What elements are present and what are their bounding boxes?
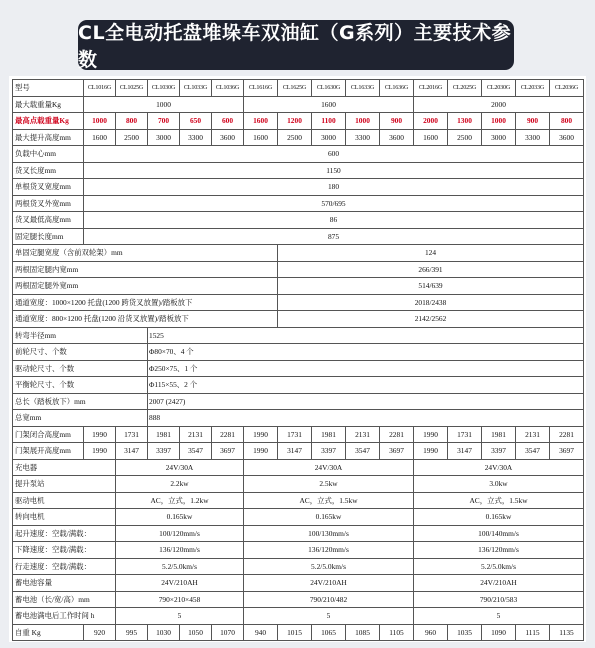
spec-value: 1030	[148, 624, 180, 641]
row-label-fork-length: 货叉长度mm	[13, 162, 84, 179]
spec-value: Φ250×75、1 个	[148, 360, 584, 377]
row-label-aisle-800: 通道宽度：800×1200 托盘(1200 沿货叉放置)/踏板放下	[13, 311, 278, 328]
spec-row-max-height	[13, 129, 584, 146]
spec-value: 2007 (2427)	[148, 393, 584, 410]
spec-value: AC，立式，1.5kw	[414, 492, 584, 509]
spec-value: 2500	[278, 129, 312, 146]
row-label-load-center: 负载中心mm	[13, 146, 84, 163]
spec-value: 920	[84, 624, 116, 641]
spec-value: 2281	[550, 426, 584, 443]
spec-row-leg-width	[13, 245, 584, 262]
spec-value: 3000	[312, 129, 346, 146]
spec-value: 1981	[482, 426, 516, 443]
row-label-legs-outer: 两根固定腿外宽mm	[13, 278, 278, 295]
spec-value: 124	[278, 245, 584, 262]
row-label-weight: 自重 Kg	[13, 624, 84, 641]
spec-value: 3.0kw	[414, 476, 584, 493]
spec-value: 1600	[244, 129, 278, 146]
spec-value: 2018/2438	[278, 294, 584, 311]
spec-value: 2500	[448, 129, 482, 146]
spec-value: 5	[244, 608, 414, 625]
spec-value: 3000	[148, 129, 180, 146]
spec-row-work-time	[13, 608, 584, 625]
spec-value: 136/120mm/s	[116, 542, 244, 559]
spec-row-lift-speed	[13, 525, 584, 542]
spec-value: 3397	[148, 443, 180, 460]
spec-value: 3697	[212, 443, 244, 460]
spec-row-charger	[13, 459, 584, 476]
spec-value: 3397	[312, 443, 346, 460]
spec-value: 136/120mm/s	[414, 542, 584, 559]
spec-value: 800	[116, 113, 148, 130]
row-label-max-load: 最大载重量Kg	[13, 96, 84, 113]
spec-value: 940	[244, 624, 278, 641]
spec-value: 1035	[448, 624, 482, 641]
row-label-lower-speed: 下降速度：空载/满载：	[13, 542, 116, 559]
model-header: CL1033G	[180, 80, 212, 97]
model-header: CL2016G	[414, 80, 448, 97]
spec-value: 1990	[84, 426, 116, 443]
spec-value: 3600	[380, 129, 414, 146]
spec-value: 1000	[346, 113, 380, 130]
row-label-turn-radius: 转弯半径mm	[13, 327, 148, 344]
spec-value: 3547	[516, 443, 550, 460]
row-label-lift-speed: 起升速度：空载/满载：	[13, 525, 116, 542]
row-label-total-length: 总长（踏板放下）mm	[13, 393, 148, 410]
spec-value: 2.2kw	[116, 476, 244, 493]
spec-row-steer-motor	[13, 509, 584, 526]
spec-value: 700	[148, 113, 180, 130]
spec-value: 2000	[414, 113, 448, 130]
row-label-fork-min-height: 货叉最低高度mm	[13, 212, 84, 229]
spec-table	[12, 79, 584, 641]
spec-value: Φ80×70、4 个	[148, 344, 584, 361]
spec-row-total-width	[13, 410, 584, 427]
spec-value: 1065	[312, 624, 346, 641]
spec-value: 3300	[180, 129, 212, 146]
spec-value: 2142/2562	[278, 311, 584, 328]
row-label-aisle-1000: 通道宽度：1000×1200 托盘(1200 跨货叉放置)/踏板放下	[13, 294, 278, 311]
spec-value: 3300	[346, 129, 380, 146]
row-label-charger: 充电器	[13, 459, 116, 476]
spec-value: 2000	[414, 96, 584, 113]
spec-row-drive-wheel	[13, 360, 584, 377]
spec-row-fork-min-height	[13, 212, 584, 229]
spec-value: Φ115×55、2 个	[148, 377, 584, 394]
spec-value: 86	[84, 212, 584, 229]
spec-value: 3697	[380, 443, 414, 460]
row-label-travel-speed: 行走速度：空载/满载：	[13, 558, 116, 575]
spec-value: 136/120mm/s	[244, 542, 414, 559]
spec-value: 1990	[84, 443, 116, 460]
spec-value: 1600	[244, 96, 414, 113]
spec-value: 1105	[380, 624, 414, 641]
model-header: CL1636G	[380, 80, 414, 97]
row-label-pump: 提升泵站	[13, 476, 116, 493]
spec-row-battery-size	[13, 591, 584, 608]
model-header: CL2033G	[516, 80, 550, 97]
spec-value: 3147	[116, 443, 148, 460]
spec-value: 3600	[550, 129, 584, 146]
spec-value: 1000	[84, 113, 116, 130]
row-label-front-wheel: 前轮尺寸、个数	[13, 344, 148, 361]
spec-value: 790/210/482	[244, 591, 414, 608]
spec-value: 1050	[180, 624, 212, 641]
spec-value: 600	[84, 146, 584, 163]
spec-value: 1000	[482, 113, 516, 130]
model-header: CL1025G	[116, 80, 148, 97]
spec-value: 1070	[212, 624, 244, 641]
spec-value: 995	[116, 624, 148, 641]
spec-value: 1200	[278, 113, 312, 130]
spec-row-rated-load	[13, 113, 584, 130]
spec-value: 1600	[244, 113, 278, 130]
spec-row-max-load	[13, 96, 584, 113]
spec-value: 1525	[148, 327, 584, 344]
spec-value: 1600	[84, 129, 116, 146]
spec-row-battery-cap	[13, 575, 584, 592]
spec-value: 1135	[550, 624, 584, 641]
spec-value: 3547	[180, 443, 212, 460]
spec-value: 3147	[278, 443, 312, 460]
spec-value: 875	[84, 228, 584, 245]
spec-value: 790/210/583	[414, 591, 584, 608]
spec-row-pump	[13, 476, 584, 493]
spec-value: 1731	[116, 426, 148, 443]
spec-value: 100/120mm/s	[116, 525, 244, 542]
model-header: CL1030G	[148, 80, 180, 97]
model-header: CL2030G	[482, 80, 516, 97]
spec-row-fork-outer	[13, 195, 584, 212]
spec-value: 3697	[550, 443, 584, 460]
spec-row-mast-extended	[13, 443, 584, 460]
spec-value: 1300	[448, 113, 482, 130]
spec-value: 1600	[414, 129, 448, 146]
spec-row-mast-closed	[13, 426, 584, 443]
spec-value: 24V/210AH	[414, 575, 584, 592]
spec-value: 1990	[414, 443, 448, 460]
row-label-fork-outer: 两根货叉外宽mm	[13, 195, 84, 212]
spec-value: 2.5kw	[244, 476, 414, 493]
spec-row-fork-width	[13, 179, 584, 196]
spec-value: 600	[212, 113, 244, 130]
row-label-drive-wheel: 驱动轮尺寸、个数	[13, 360, 148, 377]
spec-value: 2131	[346, 426, 380, 443]
spec-row-drive-motor	[13, 492, 584, 509]
spec-value: 5.2/5.0km/s	[414, 558, 584, 575]
row-label-mast-extended: 门架展开高度mm	[13, 443, 84, 460]
spec-value: 1990	[244, 426, 278, 443]
row-label-model: 型号	[13, 80, 84, 97]
spec-value: 5	[116, 608, 244, 625]
spec-value: 900	[380, 113, 414, 130]
spec-value: 2131	[516, 426, 550, 443]
spec-value: 960	[414, 624, 448, 641]
spec-value: 1990	[414, 426, 448, 443]
model-header: CL1036G	[212, 80, 244, 97]
spec-row-balance-wheel	[13, 377, 584, 394]
spec-value: 180	[84, 179, 584, 196]
row-label-steer-motor: 转向电机	[13, 509, 116, 526]
row-label-max-height: 最大提升高度mm	[13, 129, 84, 146]
spec-value: 3300	[516, 129, 550, 146]
spec-row-lower-speed	[13, 542, 584, 559]
spec-value: 24V/210AH	[116, 575, 244, 592]
spec-value: 800	[550, 113, 584, 130]
spec-sheet	[9, 76, 586, 642]
spec-value: 3600	[212, 129, 244, 146]
spec-value: 1990	[244, 443, 278, 460]
model-header: CL2025G	[448, 80, 482, 97]
spec-row-legs-outer	[13, 278, 584, 295]
spec-value: AC，立式，1.2kw	[116, 492, 244, 509]
spec-value: 900	[516, 113, 550, 130]
spec-value: 1015	[278, 624, 312, 641]
spec-row-front-wheel	[13, 344, 584, 361]
spec-value: 3147	[448, 443, 482, 460]
spec-value: 1731	[448, 426, 482, 443]
spec-row-model	[13, 80, 584, 97]
row-label-legs-inner: 两根固定腿内宽mm	[13, 261, 278, 278]
model-header: CL1016G	[84, 80, 116, 97]
spec-row-weight	[13, 624, 584, 641]
spec-value: 100/140mm/s	[414, 525, 584, 542]
spec-value: 1100	[312, 113, 346, 130]
spec-value: 24V/30A	[116, 459, 244, 476]
spec-value: 266/391	[278, 261, 584, 278]
spec-value: 2281	[212, 426, 244, 443]
row-label-mast-closed: 门架闭合高度mm	[13, 426, 84, 443]
spec-value: 5	[414, 608, 584, 625]
page-title: CL全电动托盘堆垛车双油缸（G系列）主要技术参数	[78, 20, 514, 70]
spec-row-total-length	[13, 393, 584, 410]
spec-value: 514/639	[278, 278, 584, 295]
spec-value: 1115	[516, 624, 550, 641]
spec-value: 1000	[84, 96, 244, 113]
spec-value: 888	[148, 410, 584, 427]
spec-row-load-center	[13, 146, 584, 163]
spec-value: 1090	[482, 624, 516, 641]
spec-value: 1981	[148, 426, 180, 443]
model-header: CL1616G	[244, 80, 278, 97]
model-header: CL2036G	[550, 80, 584, 97]
spec-value: 24V/30A	[244, 459, 414, 476]
model-header: CL1633G	[346, 80, 380, 97]
spec-value: 1981	[312, 426, 346, 443]
spec-row-aisle-1000	[13, 294, 584, 311]
spec-value: 3000	[482, 129, 516, 146]
row-label-work-time: 蓄电池满电后工作时间 h	[13, 608, 116, 625]
spec-value: 5.2/5.0km/s	[244, 558, 414, 575]
row-label-balance-wheel: 平衡轮尺寸、个数	[13, 377, 148, 394]
row-label-battery-cap: 蓄电池容量	[13, 575, 116, 592]
spec-value: 0.165kw	[414, 509, 584, 526]
row-label-battery-size: 蓄电池（长/宽/高）mm	[13, 591, 116, 608]
spec-value: 100/130mm/s	[244, 525, 414, 542]
spec-value: 24V/210AH	[244, 575, 414, 592]
spec-row-fixed-leg-height	[13, 228, 584, 245]
spec-value: 1731	[278, 426, 312, 443]
spec-value: 1085	[346, 624, 380, 641]
row-label-fixed-leg-height: 固定腿长度mm	[13, 228, 84, 245]
spec-row-fork-length	[13, 162, 584, 179]
row-label-leg-width: 单固定腿宽度（含前双轮架）mm	[13, 245, 278, 262]
spec-row-aisle-800	[13, 311, 584, 328]
spec-value: 570/695	[84, 195, 584, 212]
model-header: CL1630G	[312, 80, 346, 97]
spec-row-travel-speed	[13, 558, 584, 575]
spec-value: AC，立式，1.5kw	[244, 492, 414, 509]
spec-value: 3547	[346, 443, 380, 460]
spec-value: 2281	[380, 426, 414, 443]
row-label-fork-width: 单根货叉宽度mm	[13, 179, 84, 196]
spec-value: 0.165kw	[244, 509, 414, 526]
spec-value: 650	[180, 113, 212, 130]
spec-value: 0.165kw	[116, 509, 244, 526]
row-label-total-width: 总宽mm	[13, 410, 148, 427]
row-label-drive-motor: 驱动电机	[13, 492, 116, 509]
spec-value: 2131	[180, 426, 212, 443]
spec-value: 24V/30A	[414, 459, 584, 476]
spec-value: 1150	[84, 162, 584, 179]
spec-value: 5.2/5.0km/s	[116, 558, 244, 575]
spec-value: 2500	[116, 129, 148, 146]
row-label-rated-load: 最高点载重量Kg	[13, 113, 84, 130]
spec-value: 790×210×458	[116, 591, 244, 608]
spec-row-turn-radius	[13, 327, 584, 344]
spec-row-legs-inner	[13, 261, 584, 278]
model-header: CL1625G	[278, 80, 312, 97]
spec-value: 3397	[482, 443, 516, 460]
